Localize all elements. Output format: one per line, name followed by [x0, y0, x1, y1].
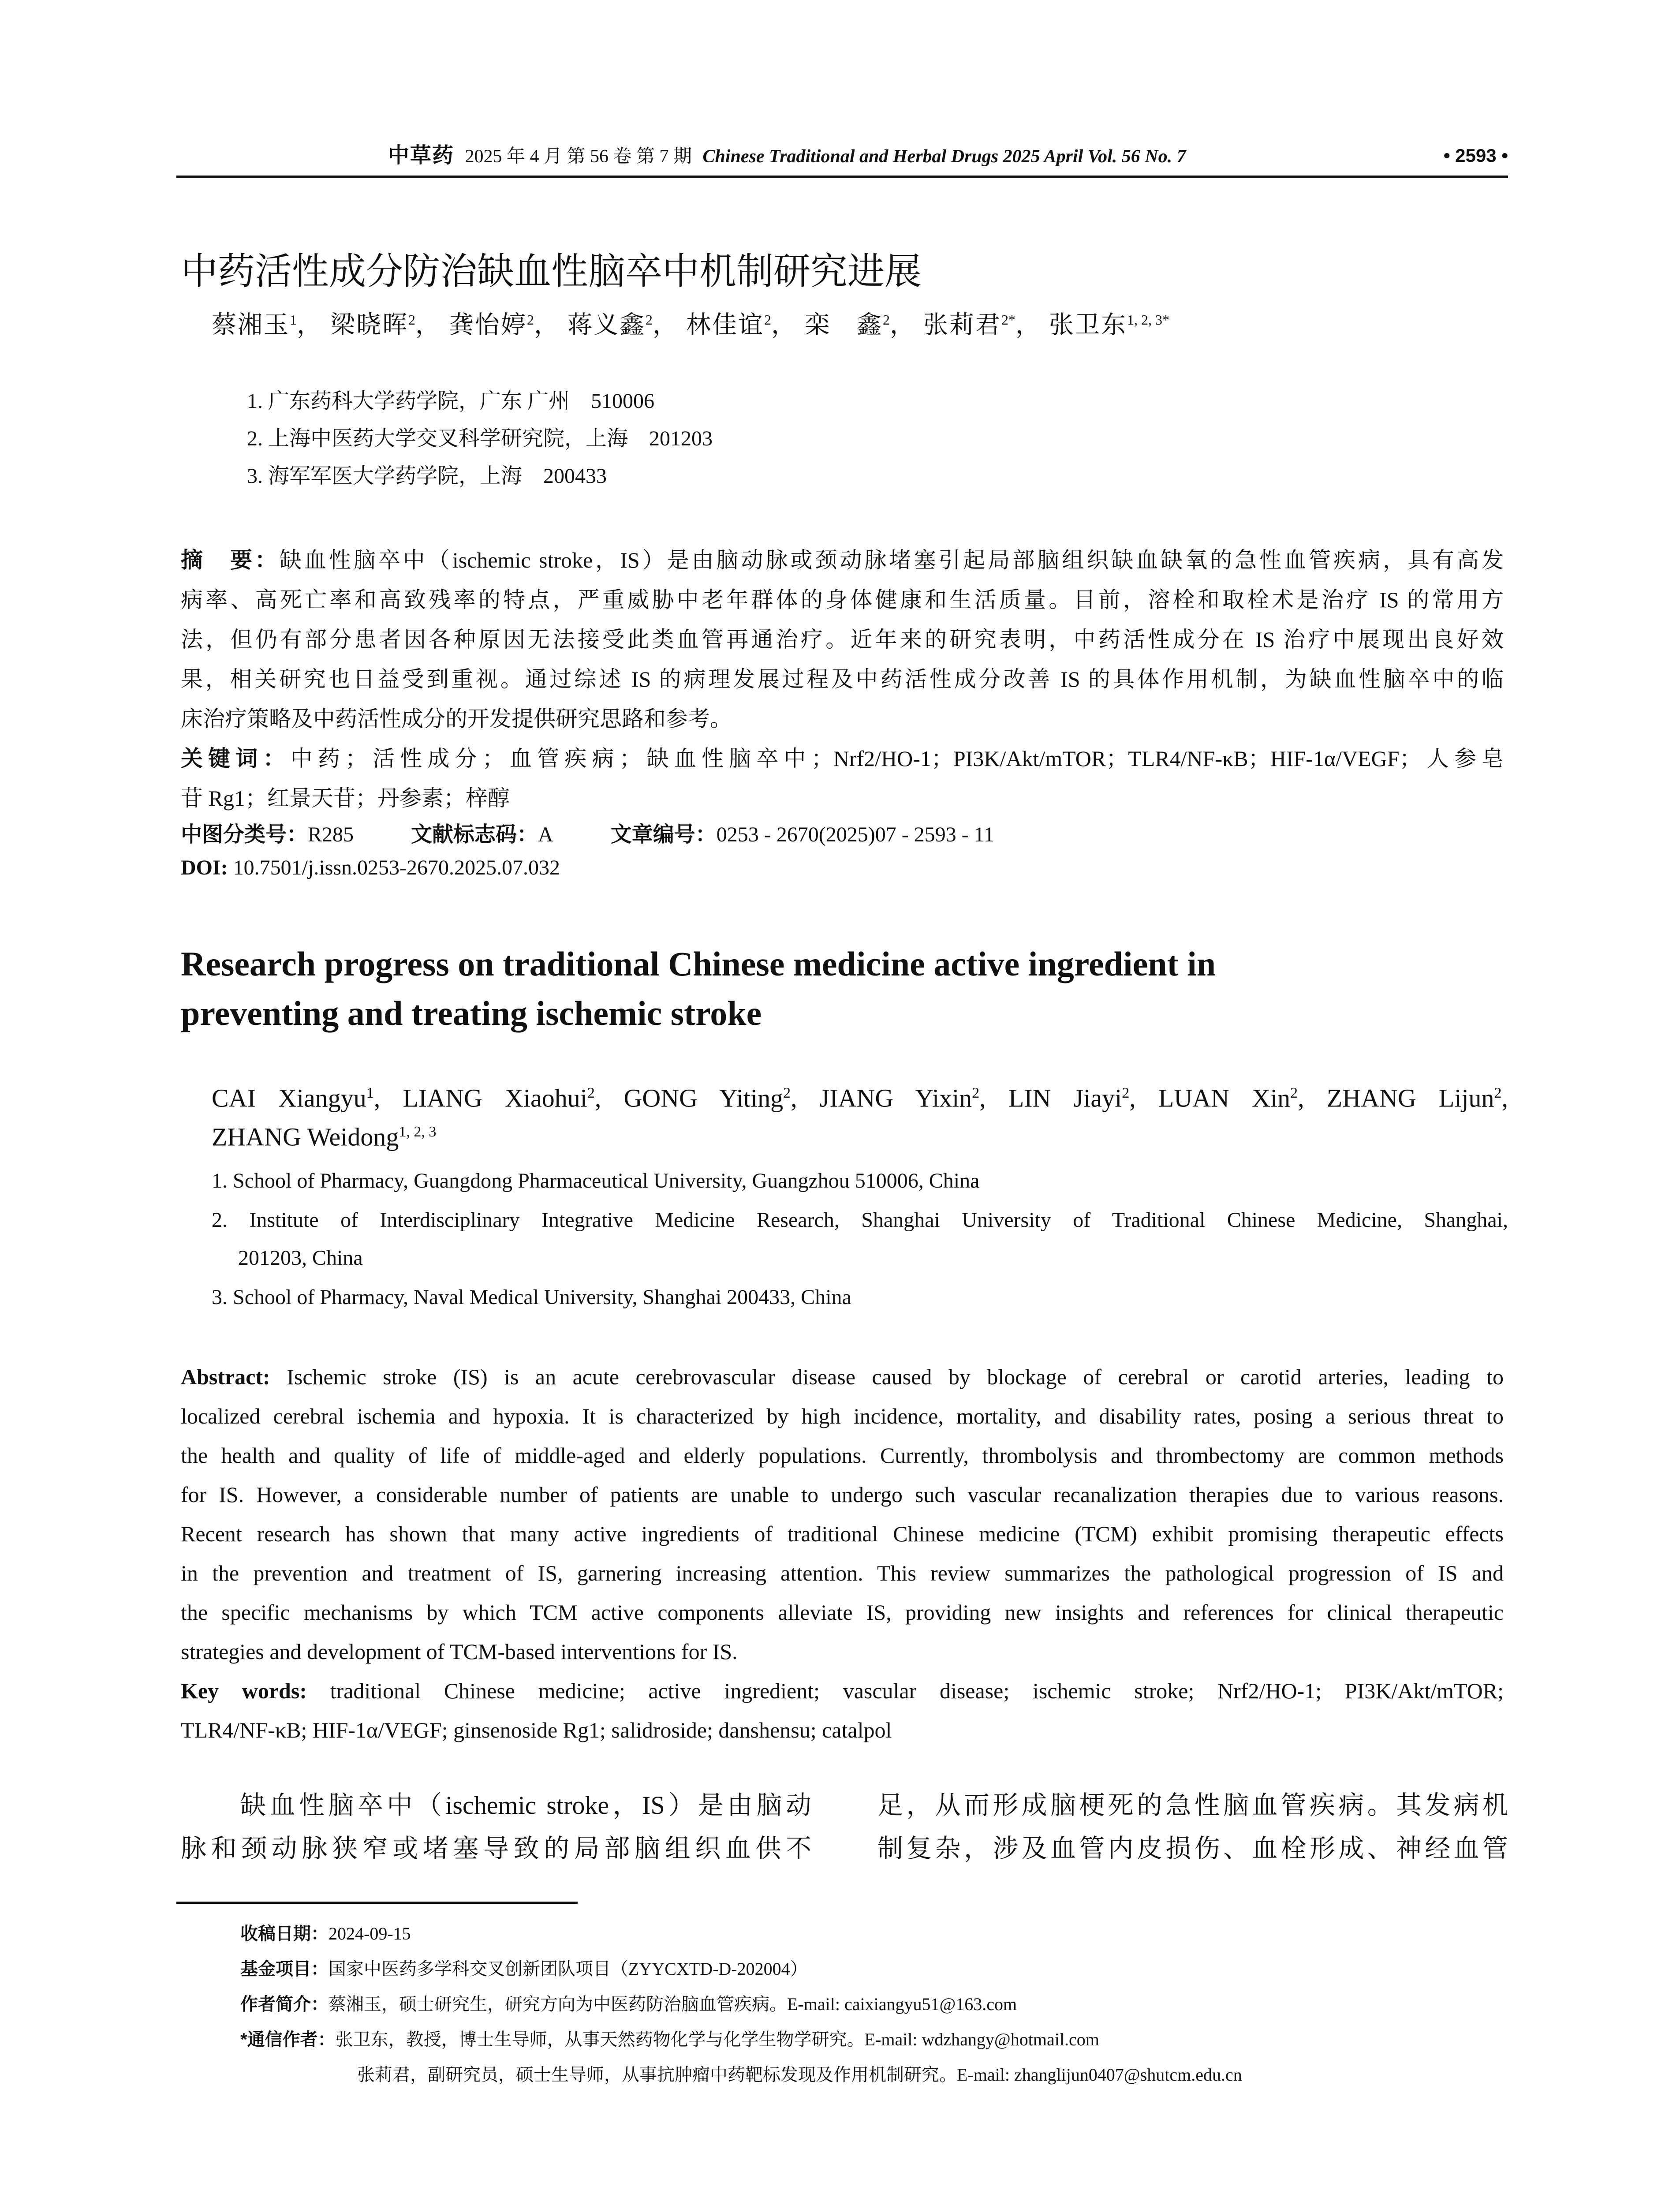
cn-abstract-line	[181, 540, 1504, 580]
corr-value-1: 张卫东，教授，博士生导师，从事天然药物化学与化学生物学研究。E-mail: wdzhangy@hotmail.com	[335, 2029, 1099, 2049]
en-authors	[212, 1074, 1508, 1156]
doc-code-label: 文献标志码：	[411, 823, 538, 846]
en-abstract-line: localized cerebral ischemia and hypoxia. It is characterized by high incidence, mortality, and disability rates, posing a serious threat to	[181, 1404, 1504, 1428]
en-title	[181, 939, 1504, 1038]
fund-value: 国家中医药多学科交叉创新团队项目（ZYYCXTD-D-202004）	[329, 1959, 808, 1979]
corresponding-author-2	[240, 2057, 1242, 2092]
footnote-rule	[176, 1902, 578, 1904]
corresponding-author	[240, 2022, 1242, 2057]
en-abstract-line: the health and quality of life of middle-aged and elderly populations. Currently, thrombolysis and thrombectomy are common methods	[181, 1443, 1504, 1468]
en-abstract-line: in the prevention and treatment of IS, garnering increasing attention. This review summarizes the pathological progression of IS and	[181, 1561, 1504, 1585]
cn-keywords-line	[181, 739, 1504, 778]
cn-abstract-line: 病率、高死亡率和高致残率的特点，严重威胁中老年群体的身体健康和生活质量。目前，溶栓和取栓术是治疗 IS 的常用方	[181, 587, 1504, 612]
en-author: ZHANG Weidong	[212, 1122, 399, 1151]
en-author: GONG Yiting	[623, 1084, 784, 1113]
en-affiliation: 3. School of Pharmacy, Naval Medical University, Shanghai 200433, China	[212, 1286, 851, 1309]
journal-logo: 中草药	[388, 144, 455, 167]
en-abstract-label: Abstract:	[181, 1364, 270, 1389]
en-abstract-line: for IS. However, a considerable number of patients are unable to undergo such vascular recanalization therapies due to various reasons.	[181, 1482, 1504, 1507]
cn-author-sup: 2	[646, 312, 653, 328]
cn-author: 蔡湘玉	[212, 311, 290, 339]
doi-row	[181, 851, 994, 884]
cn-author: 龚怡婷	[449, 311, 527, 339]
body-line: 脉和颈动脉狭窄或堵塞导致的局部脑组织血供不	[181, 1834, 811, 1863]
en-author-sup: 2	[1290, 1085, 1298, 1101]
received-date	[240, 1916, 1242, 1951]
body-column-right	[877, 1784, 1508, 1870]
cn-affiliation: 2. 上海中医药大学交叉科学研究院，上海 201203	[247, 427, 713, 450]
en-author: CAI Xiangyu	[212, 1084, 366, 1113]
en-abstract	[181, 1357, 1504, 1750]
cn-meta	[181, 818, 994, 884]
page-number: • 2593 •	[1443, 145, 1508, 166]
en-title-line: preventing and treating ischemic stroke	[181, 994, 762, 1032]
cn-abstract-line: 果，相关研究也日益受到重视。通过综述 IS 的病理发展过程及中药活性成分改善 IS 的具体作用机制，为缺血性脑卒中的临	[181, 667, 1504, 691]
author-bio	[240, 1987, 1242, 2022]
header-issue-en: Chinese Traditional and Herbal Drugs 2025 April Vol. 56 No. 7	[702, 146, 1186, 167]
cn-author-sup: 2	[764, 312, 771, 328]
en-abstract-line: the specific mechanisms by which TCM active components alleviate IS, providing new insights and references for clinical therapeutic	[181, 1600, 1504, 1625]
cn-affiliation: 1. 广东药科大学药学院，广东 广州 510006	[247, 389, 655, 413]
doi-value[interactable]: 10.7501/j.issn.0253-2670.2025.07.032	[233, 856, 560, 879]
en-affiliation: 201203, China	[238, 1246, 363, 1270]
cn-author: 蒋义鑫	[567, 311, 646, 339]
en-author-sup: 2	[1122, 1085, 1130, 1101]
cn-keywords-text: 中药；活性成分；血管疾病；缺血性脑卒中；Nrf2/HO-1；PI3K/Akt/mTOR；TLR4/NF-κB；HIF-1α/VEGF；人参皂	[290, 746, 1504, 771]
clc-value: R285	[308, 823, 354, 846]
received-value: 2024-09-15	[329, 1924, 411, 1943]
cn-abstract-line: 法，但仍有部分患者因各种原因无法接受此类血管再通治疗。近年来的研究表明，中药活性成分在 IS 治疗中展现出良好效	[181, 627, 1504, 652]
en-abstract-line: strategies and development of TCM-based interventions for IS.	[181, 1639, 738, 1664]
en-keywords-line: TLR4/NF-κB; HIF-1α/VEGF; ginsenoside Rg1; salidroside; danshensu; catalpol	[181, 1718, 892, 1742]
cn-title: 中药活性成分防治缺血性脑卒中机制研究进展	[181, 250, 922, 292]
doc-code-value: A	[538, 823, 553, 846]
en-author-sup: 2	[972, 1085, 980, 1101]
cn-author-sup: 2	[883, 312, 890, 328]
bio-label: 作者简介：	[240, 1995, 329, 2014]
cn-keywords-label: 关键词：	[181, 746, 291, 771]
en-author: ZHANG Lijun	[1326, 1084, 1494, 1113]
fund	[240, 1951, 1242, 1987]
body-column-left	[181, 1784, 811, 1870]
body-line: 缺血性脑卒中（ischemic stroke，IS）是由脑动	[240, 1791, 811, 1820]
bio-value: 蔡湘玉，硕士研究生，研究方向为中医药防治脑血管疾病。E-mail: caixiangyu51@163.com	[329, 1994, 1017, 2014]
en-authors-line	[212, 1113, 1508, 1156]
cn-classification-row	[181, 818, 994, 851]
header-rule	[176, 176, 1508, 178]
en-author-sup: 2	[1494, 1085, 1502, 1101]
cn-author-sup: 2*	[1001, 312, 1015, 328]
cn-authors: 蔡湘玉$^1$， 梁晓晖$^2$， 龚怡婷$^2$， 蒋义鑫$^2$， 林佳谊$^2$， 栾 鑫$^2$， 张莉君$^{2*}$， 张卫东$^{1, 2, 3*}$	[212, 311, 1169, 339]
cn-keywords-line: 苷 Rg1；红景天苷；丹参素；梓醇	[181, 786, 510, 811]
received-label: 收稿日期：	[240, 1924, 329, 1943]
en-author-sup: 1	[366, 1085, 374, 1101]
cn-abstract	[181, 540, 1504, 818]
clc-label: 中图分类号：	[181, 823, 308, 846]
cn-affiliation: 3. 海军军医大学药学院，上海 200433	[247, 464, 607, 488]
cn-author: 张莉君	[923, 311, 1001, 339]
body-line: 制复杂，涉及血管内皮损伤、血栓形成、神经血管	[877, 1834, 1508, 1863]
en-author-sup: 2	[783, 1085, 791, 1101]
footnotes	[240, 1916, 1242, 2092]
cn-author: 梁晓晖	[330, 311, 408, 339]
doi-label: DOI:	[181, 856, 228, 879]
running-header	[0, 140, 1680, 171]
corr-label: *通信作者：	[240, 2030, 336, 2049]
fund-label: 基金项目：	[240, 1959, 329, 1979]
cn-author: 栾 鑫	[805, 311, 883, 339]
en-author: JIANG Yixin	[819, 1084, 972, 1113]
header-center	[388, 140, 1192, 172]
en-abstract-line: Recent research has shown that many active ingredients of traditional Chinese medicine (TCM) exhibit promising therapeutic effects	[181, 1521, 1504, 1546]
en-authors-line: CAI Xiangyu$^1$, LIANG Xiaohui$^2$, GONG Yiting$^2$, JIANG Yixin$^2$, LIN Jiayi$^2$, LUAN Xin$^2$, ZHANG Lijun$^2$,	[212, 1084, 1508, 1113]
header-issue-cn: 2025 年 4 月 第 56 卷 第 7 期	[465, 146, 692, 167]
en-abstract-line	[181, 1357, 1504, 1397]
en-author: LIN Jiayi	[1008, 1084, 1122, 1113]
en-affiliation: 1. School of Pharmacy, Guangdong Pharmaceutical University, Guangzhou 510006, China	[212, 1169, 980, 1192]
en-keywords-text: traditional Chinese medicine; active ingredient; vascular disease; ischemic stroke; Nrf2/HO-1; PI3K/Akt/mTOR;	[330, 1678, 1504, 1703]
en-title-line: Research progress on traditional Chinese medicine active ingredient in	[181, 945, 1216, 983]
cn-abstract-label: 摘 要：	[181, 548, 280, 572]
en-keywords-line	[181, 1671, 1504, 1711]
en-abstract-text: Ischemic stroke (IS) is an acute cerebrovascular disease caused by blockage of cerebral or carotid arteries, leading to	[287, 1364, 1504, 1389]
cn-author-sup: 1, 2, 3*	[1127, 312, 1169, 328]
corr-value-2: 张莉君，副研究员，硕士生导师，从事抗肿瘤中药靶标发现及作用机制研究。E-mail: zhanglijun0407@shutcm.edu.cn	[357, 2065, 1242, 2085]
cn-author: 林佳谊	[686, 311, 764, 339]
cn-abstract-line: 床治疗策略及中药活性成分的开发提供研究思路和参考。	[181, 706, 732, 731]
cn-author-sup: 2	[527, 312, 534, 328]
en-keywords-label: Key words:	[181, 1678, 307, 1703]
cn-author-sup: 1	[290, 312, 297, 328]
en-author-sup: 1, 2, 3	[399, 1124, 437, 1140]
en-author: LIANG Xiaohui	[403, 1084, 587, 1113]
en-author: LUAN Xin	[1158, 1084, 1291, 1113]
body-line: 足，从而形成脑梗死的急性脑血管疾病。其发病机	[877, 1791, 1508, 1820]
cn-abstract-text: 缺血性脑卒中（ischemic stroke，IS）是由脑动脉或颈动脉堵塞引起局部脑组织缺血缺氧的急性血管疾病，具有高发	[279, 548, 1504, 572]
cn-author-sup: 2	[408, 312, 415, 328]
en-affiliation: 2. Institute of Interdisciplinary Integrative Medicine Research, Shanghai University of Traditional Chinese Medicine, Shanghai,	[212, 1208, 1508, 1232]
cn-author: 张卫东	[1049, 311, 1127, 339]
en-author-sup: 2	[587, 1085, 595, 1101]
article-no-value: 0253 - 2670(2025)07 - 2593 - 11	[716, 823, 994, 846]
article-no-label: 文章编号：	[610, 823, 717, 846]
